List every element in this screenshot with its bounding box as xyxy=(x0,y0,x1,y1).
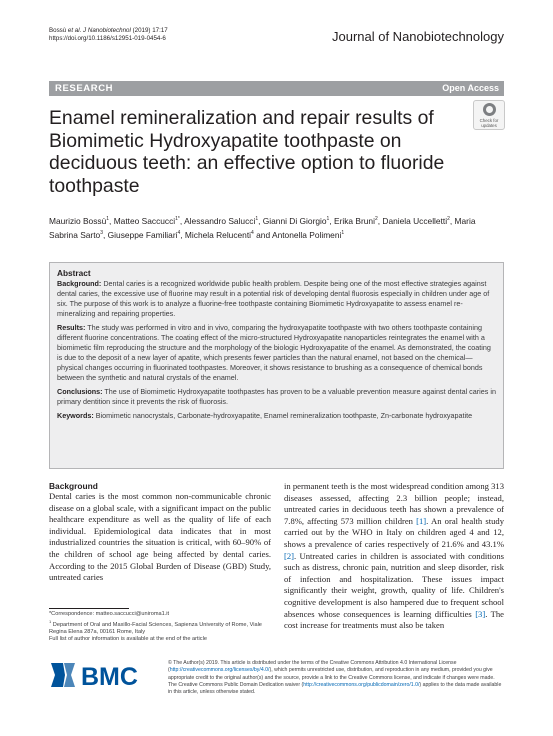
author-name[interactable]: Maurizio Bossù xyxy=(49,215,107,226)
author-separator: , xyxy=(180,229,185,240)
abstract-label: Conclusions: xyxy=(57,387,103,396)
author-name[interactable]: Michela Relucenti xyxy=(184,229,252,240)
author-name[interactable]: Matteo Saccucci xyxy=(113,215,176,226)
journal-name[interactable]: Journal of Nanobiotechnology xyxy=(331,29,504,44)
article-type-bar xyxy=(49,81,504,96)
body-text-run: . An oral health study carried out by the WHO in Italy on children aged 4 and 12, shows a prevalence of caries respectively of 21.6% and 43.1% xyxy=(284,515,504,549)
abstract-text: Dental caries is a recognized worldwide public health problem. Despite being one of the most effective strategies against dental caries, the excessive use of fluorine may result in a potential risk of developing dental fluorosis especially in children under age of six. The purpose of this work is to analyze a fluorine-free toothpaste containing Biomimetic Hydroxyapatite to assess enamel re-mineralizing and repairing properties. xyxy=(57,279,490,318)
author-list xyxy=(49,213,504,241)
author-name[interactable]: Antonella Polimeni xyxy=(271,229,342,240)
author-name[interactable]: Erika Bruni xyxy=(333,215,375,226)
section-heading-background: Background xyxy=(49,481,98,491)
abstract-label: Background: xyxy=(57,279,102,288)
abstract-results xyxy=(57,323,496,383)
author-affiliation: 1 xyxy=(326,216,330,222)
license-link[interactable]: http://creativecommons.org/licenses/by/4.0/ xyxy=(169,667,270,674)
author-separator: , xyxy=(109,215,114,226)
affiliation-number: 1 xyxy=(49,619,52,625)
body-text-run: . Untreated caries in children is associated with conditions such as distress, chronic pain, nutrition and sleep disorder, risk of infection and hospitalization. These issues impact significantly their weight, growth, quality of life. Children's cognitive development is also hampered due to frequent school absences whose consequences is learning difficulties xyxy=(284,550,504,619)
abstract-heading: Abstract xyxy=(57,268,91,278)
body-column-right xyxy=(284,481,504,632)
author-affiliation: 2 xyxy=(374,216,378,222)
license-link[interactable]: http://creativecommons.org/publicdomain/zero/1.0/ xyxy=(303,681,420,688)
author-name[interactable]: Gianni Di Giorgio xyxy=(262,215,327,226)
abstract-label: Results: xyxy=(57,323,86,332)
author-affiliation: 4 xyxy=(177,229,181,236)
author-affiliation: 2 xyxy=(447,216,450,222)
abstract-text: Biomimetic nanocrystals, Carbonate-hydroxyapatite, Enamel remineralization toothpaste, Zn-carbonate hydroxyapatite xyxy=(95,411,473,420)
author-separator: , xyxy=(377,215,383,226)
abstract-text: The use of Biomimetic Hydroxyapatite toothpastes has proven to be a valuable prevention measure against dental caries in primary dentition since it prevents the risk of fluorosis. xyxy=(57,387,496,406)
author-separator: , xyxy=(103,229,108,240)
badge-line-2: updates xyxy=(481,123,497,128)
correspondence-note: *Correspondence: matteo.saccucci@uniroma1.it xyxy=(49,611,170,617)
bmc-logo[interactable] xyxy=(49,659,153,691)
article-title: Enamel remineralization and repair results of Biomimetic Hydroxyapatite toothpaste on deciduous teeth: an effective option to fluoride toothpaste xyxy=(49,107,445,197)
author-name[interactable]: Alessandro Salucci xyxy=(184,215,256,226)
reference-link[interactable]: [1] xyxy=(416,515,427,526)
license-text: ), which permits unrestricted use, distribution, and reproduction in any medium, provided you give appropriate credit to the original author(s) and the source, provide a link to the Creative Commons license, and indicate if changes were made. The Creative Commons Public Domain Dedication waiver ( xyxy=(168,667,495,688)
author-name[interactable]: Giuseppe Familiari xyxy=(107,229,178,240)
article-type-label: RESEARCH xyxy=(55,83,114,94)
body-text-run: . The cost increase for treatments must also be taken xyxy=(284,608,504,631)
abstract-background xyxy=(57,279,496,319)
page-header xyxy=(49,27,504,51)
abstract-conclusions xyxy=(57,387,496,407)
author-separator: , xyxy=(258,215,263,226)
abstract-label: Keywords: xyxy=(57,411,94,420)
author-info-note: Full list of author information is available at the end of the article xyxy=(49,636,207,643)
author-affiliation: 4 xyxy=(251,229,254,236)
affiliation-text: Department of Oral and Maxillo-Facial Sciences, Sapienza University of Rome, Viale Regina Elena 287a, 00161 Rome, Italy xyxy=(49,622,262,636)
body-paragraph: Dental caries is the most common non-communicable chronic disease on a global scale, with a significant impact on the public healthcare expenditure as well as the quality of life of each individual. Epidemiological data indicates that in most industrialized countries the situation is critical, with 60–90% of the children of school age being affected by dental caries. According to the 2015 Global Burden of Disease (GBD) Study, untreated caries xyxy=(49,491,271,583)
affiliation-note xyxy=(49,618,271,636)
author-affiliation: 3 xyxy=(100,229,103,236)
doi-link[interactable]: https://doi.org/10.1186/s12951-019-0454-6 xyxy=(49,34,166,42)
license-text: ) applies to the data made available in this article, unless otherwise stated. xyxy=(168,681,502,696)
citation-year: (2019) 17:17 xyxy=(132,27,168,34)
citation-journal: et al. J Nanobiotechnol xyxy=(67,27,131,34)
bmc-logo-mark xyxy=(51,663,65,687)
check-for-updates-icon xyxy=(483,103,496,116)
author-separator: and xyxy=(253,229,272,240)
body-paragraph xyxy=(284,481,504,632)
open-access-label: Open Access xyxy=(442,83,499,93)
author-separator: , xyxy=(179,215,185,226)
reference-link[interactable]: [3] xyxy=(475,608,486,619)
check-for-updates-badge[interactable] xyxy=(473,100,505,130)
abstract-box xyxy=(49,262,504,469)
author-affiliation: 1 xyxy=(106,216,110,222)
author-name[interactable]: Maria Sabrina Sarto xyxy=(49,215,476,240)
footnotes xyxy=(49,611,271,644)
citation-authors: Bossù xyxy=(49,27,68,34)
author-affiliation: 1 xyxy=(255,216,259,222)
citation-line xyxy=(49,27,279,42)
badge-line-1: Check for xyxy=(479,118,499,123)
abstract-keywords xyxy=(57,411,496,421)
footnote-divider xyxy=(49,608,129,609)
author-affiliation: 1 xyxy=(341,229,345,236)
abstract-text: The study was performed in vitro and in vivo, comparing the hydroxyapatite toothpaste with two others toothpaste containing different fluorine concentrations. The coating effect of the micro-structured Hydroxyapatite nanoparticles reintegrates the enamel with a biomimetic film reproducing the structure and the morphology of the biologic Hydroxyapatite of the enamel. As demonstrated, the coating is due to the deposit of a new layer of apatite, which presents fewer particles than the natural enamel, not based on the chemical—physical changes occurring in fluorinated toothpastes. Moreover, it shows resistance to brushing as a consequence of chemical bonds between the synthetic and natural crystals of the enamel. xyxy=(57,323,491,382)
reference-link[interactable]: [2] xyxy=(284,550,295,561)
bmc-logo-text: BMC xyxy=(81,663,138,691)
body-text-run: in permanent teeth is the most widespread condition among 313 diseases assessed, affecting 2.3 billion people; instead, untreated caries in deciduous teeth has shown a prevalence of 7.8%, affecting 573 million children xyxy=(284,481,504,526)
author-affiliation: 1* xyxy=(175,216,180,222)
body-column-left xyxy=(49,481,271,584)
author-separator: , xyxy=(329,215,334,226)
author-name[interactable]: Daniela Uccelletti xyxy=(382,215,448,226)
license-text: © The Author(s) 2019. This article is distributed under the terms of the Creative Commons Attribution 4.0 International License ( xyxy=(168,660,457,674)
license-statement xyxy=(168,660,504,696)
author-separator: , xyxy=(449,215,455,226)
